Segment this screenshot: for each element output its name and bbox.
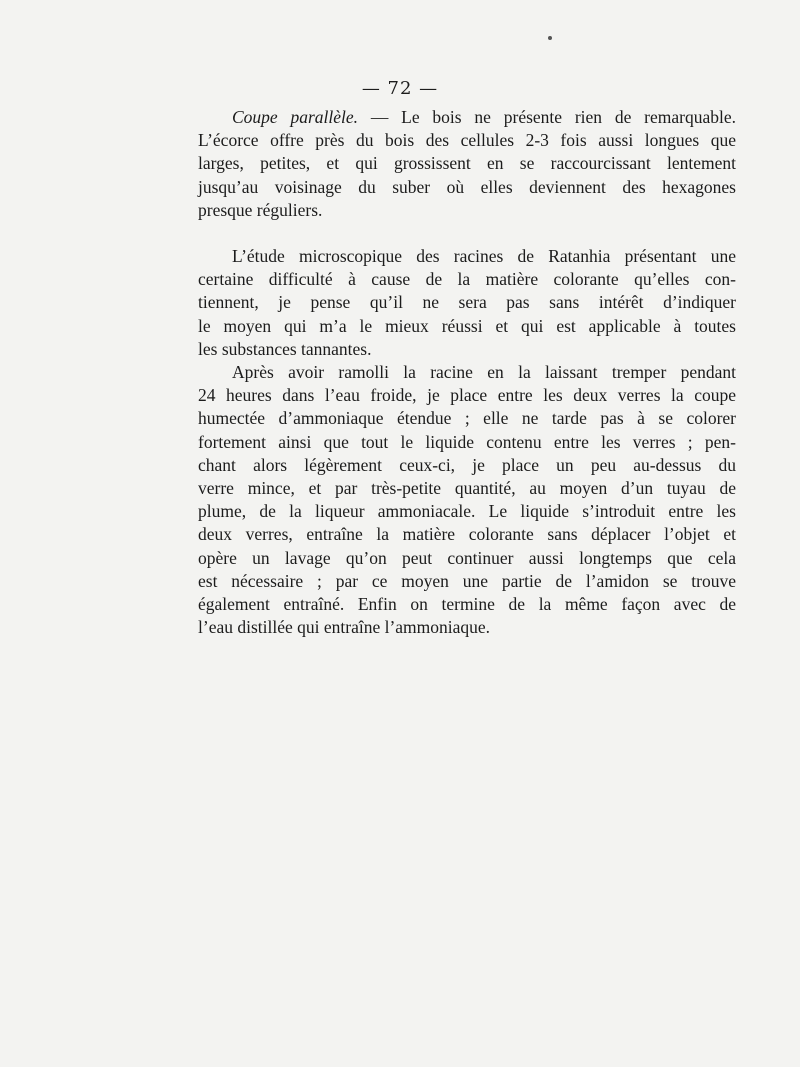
ink-speck (548, 36, 552, 40)
paragraph-3-line: 24 heures dans l’eau froide, je place entre les deux verres la coupe (198, 385, 736, 406)
paragraph-2-line: les substances tannantes. (198, 338, 372, 359)
paragraph-3-line: l’eau distillée qui entraîne l’ammoniaque. (198, 617, 491, 638)
section-heading-italic: Coupe parallèle. (232, 107, 359, 127)
page-body (198, 106, 736, 639)
paragraph-3-line: deux verres, entraîne la matière colorante sans déplacer l’objet et (198, 524, 736, 545)
paragraph-2-line: L’étude microscopique des racines de Ratanhia présentant une (232, 246, 736, 267)
paragraph-3-line: verre mince, et par très-petite quantité, au moyen d’un tuyau de (198, 478, 736, 499)
paragraph-3-line: humectée d’ammoniaque étendue ; elle ne tarde pas à se colorer (198, 408, 736, 429)
paragraph-2 (198, 245, 736, 361)
paragraph-3-line: opère un lavage qu’on peut continuer aussi longtemps que cela (198, 547, 736, 568)
paragraph-spacer (198, 222, 736, 245)
paragraph-3-line: fortement ainsi que tout le liquide contenu entre les verres ; pen- (198, 431, 736, 452)
paragraph-1 (198, 106, 736, 222)
paragraph-3-line: Après avoir ramolli la racine en la laissant tremper pendant (232, 362, 736, 383)
paragraph-2-line: tiennent, je pense qu’il ne sera pas sans intérêt d’indiquer (198, 292, 736, 313)
paragraph-1-line: jusqu’au voisinage du suber où elles deviennent des hexagones (198, 176, 736, 197)
paragraph-3-line: est nécessaire ; par ce moyen une partie de l’amidon se trouve (198, 570, 736, 591)
page-number: — 72 — (361, 78, 439, 99)
paragraph-1-line: L’écorce offre près du bois des cellules 2-3 fois aussi longues que (198, 130, 736, 151)
paragraph-2-line: le moyen qui m’a le mieux réussi et qui est applicable à toutes (198, 315, 736, 336)
paragraph-1-line: larges, petites, et qui grossissent en se raccourcissant lentement (198, 153, 736, 174)
paragraph-3-line: chant alors légèrement ceux-ci, je place un peu au-dessus du (198, 454, 736, 475)
paragraph-3 (198, 361, 736, 639)
paragraph-3-line: également entraîné. Enfin on termine de la même façon avec de (198, 594, 736, 615)
paragraph-2-line: certaine difficulté à cause de la matière colorante qu’elles con- (198, 269, 736, 290)
paragraph-1-line: Coupe parallèle. — Le bois ne présente rien de remarquable. (232, 107, 737, 127)
paragraph-1-line: presque réguliers. (198, 199, 323, 220)
paragraph-3-line: plume, de la liqueur ammoniacale. Le liquide s’introduit entre les (198, 501, 736, 522)
